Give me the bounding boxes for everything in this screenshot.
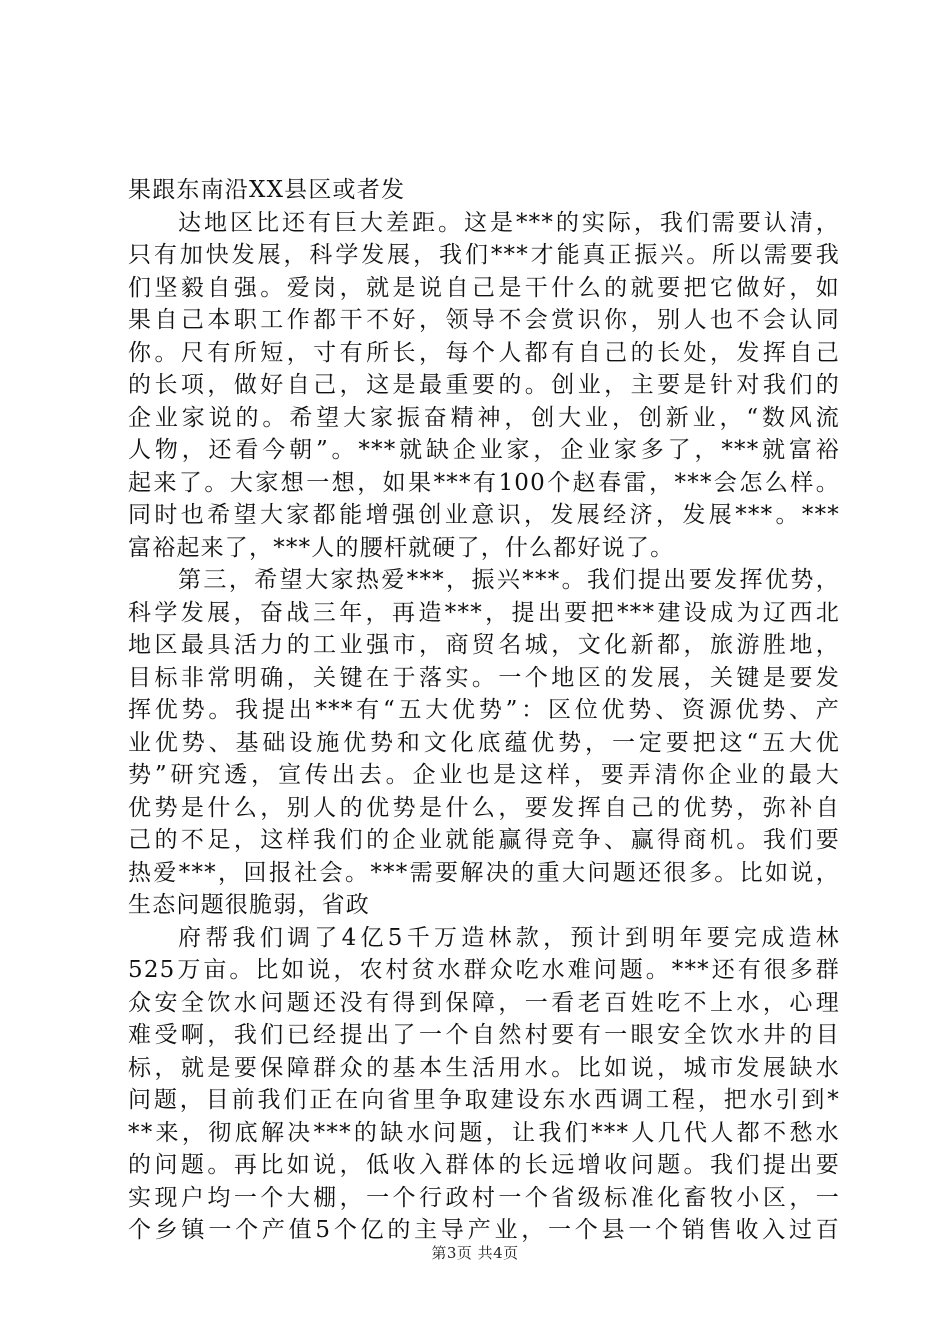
text-line: 你。尺有所短，寸有所长，每个人都有自己的长处，发挥自己 xyxy=(128,339,840,366)
text-line: 个乡镇一个产值5个亿的主导产业，一个县一个销售收入过百 xyxy=(128,1217,840,1243)
text-line: 科学发展，奋战三年，再造***，提出要把***建设成为辽西北 xyxy=(128,599,840,626)
text-line: 果跟东南沿XX县区或者发 xyxy=(128,177,406,203)
text-line: 势”研究透，宣传出去。企业也是这样，要弄清你企业的最大 xyxy=(128,762,840,788)
text-line: 起来了。大家想一想，如果***有100个赵春雷，***会怎么样。 xyxy=(128,469,840,496)
text-line: 生态问题很脆弱，省政 xyxy=(128,892,370,918)
text-line: **来，彻底解决***的缺水问题，让我们***人几代人都不愁水 xyxy=(128,1119,840,1146)
text-line: 达地区比还有巨大差距。这是***的实际，我们需要认清， xyxy=(178,209,840,236)
text-line: 标，就是要保障群众的基本生活用水。比如说，城市发展缺水 xyxy=(128,1054,840,1081)
text-line: 业优势、基础设施优势和文化底蕴优势，一定要把这“五大优 xyxy=(128,729,840,756)
text-line: 难受啊，我们已经提出了一个自然村要有一眼安全饮水井的目 xyxy=(128,1022,840,1048)
text-line: 们坚毅自强。爱岗，就是说自己是干什么的就要把它做好，如 xyxy=(128,274,840,301)
text-line: 富裕起来了，***人的腰杆就硬了，什么都好说了。 xyxy=(128,534,675,561)
text-line: 挥优势。我提出***有“五大优势”：区位优势、资源优势、产 xyxy=(128,697,840,723)
text-line: 实现户均一个大棚，一个行政村一个省级标准化畜牧小区，一 xyxy=(128,1184,840,1211)
text-line: 人物，还看今朝”。***就缺企业家，企业家多了，***就富裕 xyxy=(128,437,840,463)
text-line: 地区最具活力的工业强市，商贸名城，文化新都，旅游胜地， xyxy=(128,632,840,658)
text-line: 525万亩。比如说，农村贫水群众吃水难问题。***还有很多群 xyxy=(128,957,840,983)
text-line: 只有加快发展，科学发展，我们***才能真正振兴。所以需要我 xyxy=(128,242,840,268)
document-body xyxy=(128,174,840,1247)
text-line: 果自己本职工作都干不好，领导不会赏识你，别人也不会认同 xyxy=(128,307,840,333)
text-line: 的长项，做好自己，这是最重要的。创业，主要是针对我们的 xyxy=(128,372,840,398)
text-line: 目标非常明确，关键在于落实。一个地区的发展，关键是要发 xyxy=(128,664,840,691)
text-line: 同时也希望大家都能增强创业意识，发展经济，发展***。*** xyxy=(128,502,840,528)
text-line: 优势是什么，别人的优势是什么，要发挥自己的优势，弥补自 xyxy=(128,794,840,821)
text-line: 企业家说的。希望大家振奋精神，创大业，创新业，“数风流 xyxy=(128,404,840,431)
page-footer: 第3页 共4页 xyxy=(431,1244,519,1262)
text-line: 热爱***，回报社会。***需要解决的重大问题还很多。比如说， xyxy=(128,859,840,886)
text-line: 的问题。再比如说，低收入群体的长远增收问题。我们提出要 xyxy=(128,1152,840,1178)
text-line: 第三，希望大家热爱***，振兴***。我们提出要发挥优势， xyxy=(178,567,840,593)
text-line: 问题，目前我们正在向省里争取建设东水西调工程，把水引到* xyxy=(128,1087,840,1113)
text-line: 众安全饮水问题还没有得到保障，一看老百姓吃不上水，心理 xyxy=(128,989,840,1016)
text-line: 府帮我们调了4亿5千万造林款，预计到明年要完成造林 xyxy=(178,924,840,951)
text-line: 己的不足，这样我们的企业就能赢得竞争、赢得商机。我们要 xyxy=(128,827,840,853)
